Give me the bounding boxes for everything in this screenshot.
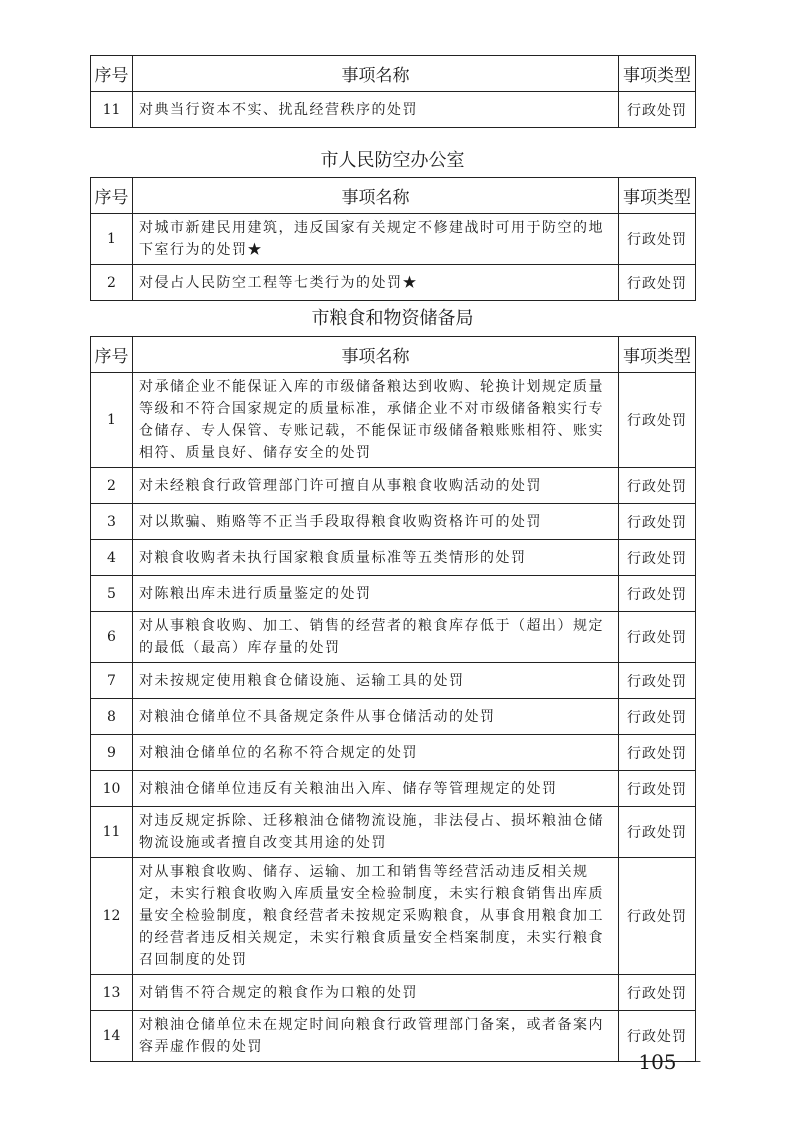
row-no: 11: [91, 92, 133, 128]
row-no: 1: [91, 373, 133, 468]
table-row: [91, 265, 696, 301]
row-type: 行政处罚: [619, 214, 696, 265]
row-name: 对销售不符合规定的粮食作为口粮的处罚: [133, 975, 619, 1011]
table-row: [91, 699, 696, 735]
row-name: 对粮食收购者未执行国家粮食质量标准等五类情形的处罚: [133, 540, 619, 576]
row-no: 13: [91, 975, 133, 1011]
table-grain-reserve: [90, 336, 695, 1062]
row-name: 对承储企业不能保证入库的市级储备粮达到收购、轮换计划规定质量等级和不符合国家规定的质量标准，承储企业不对市级储备粮实行专仓储存、专人保管、专账记载，不能保证市级储备粮账账相符、账实相符、质量良好、储存安全的处罚: [133, 373, 619, 468]
table-header-row: [91, 56, 696, 92]
row-no: 11: [91, 807, 133, 858]
row-type: 行政处罚: [619, 1011, 696, 1062]
row-type: 行政处罚: [619, 504, 696, 540]
row-type: 行政处罚: [619, 612, 696, 663]
row-name: 对粮油仓储单位未在规定时间向粮食行政管理部门备案，或者备案内容弄虚作假的处罚: [133, 1011, 619, 1062]
table-row: [91, 540, 696, 576]
table-row: [91, 468, 696, 504]
row-no: 2: [91, 468, 133, 504]
page-number: － 105 －: [612, 1050, 703, 1074]
header-type: 事项类型: [619, 337, 696, 373]
row-name: 对未按规定使用粮食仓储设施、运输工具的处罚: [133, 663, 619, 699]
table-row: [91, 373, 696, 468]
row-type: 行政处罚: [619, 540, 696, 576]
row-name: 对未经粮食行政管理部门许可擅自从事粮食收购活动的处罚: [133, 468, 619, 504]
row-type: 行政处罚: [619, 663, 696, 699]
row-type: 行政处罚: [619, 92, 696, 128]
row-name: 对从事粮食收购、储存、运输、加工和销售等经营活动违反相关规定，未实行粮食收购入库质量安全检验制度，未实行粮食销售出库质量安全检验制度，粮食经营者未按规定采购粮食，从事食用粮食加工的经营者违反相关规定，未实行粮食质量安全档案制度，未实行粮食召回制度的处罚: [133, 858, 619, 975]
row-type: 行政处罚: [619, 735, 696, 771]
header-no: 序号: [91, 178, 133, 214]
row-no: 7: [91, 663, 133, 699]
row-no: 8: [91, 699, 133, 735]
header-no: 序号: [91, 337, 133, 373]
table-civil-air-defense: [90, 177, 695, 301]
items-table-3: [90, 336, 696, 1062]
header-name: 事项名称: [133, 178, 619, 214]
table-row: [91, 92, 696, 128]
row-no: 3: [91, 504, 133, 540]
row-no: 9: [91, 735, 133, 771]
row-type: 行政处罚: [619, 858, 696, 975]
header-type: 事项类型: [619, 178, 696, 214]
table-row: [91, 504, 696, 540]
table-row: [91, 214, 696, 265]
table-row: [91, 576, 696, 612]
items-table-2: [90, 177, 696, 301]
row-no: 6: [91, 612, 133, 663]
items-table-1: [90, 55, 696, 128]
table-row: [91, 612, 696, 663]
table-row: [91, 975, 696, 1011]
row-no: 1: [91, 214, 133, 265]
row-name: 对典当行资本不实、扰乱经营秩序的处罚: [133, 92, 619, 128]
header-type: 事项类型: [619, 56, 696, 92]
table-row: [91, 807, 696, 858]
row-name: 对侵占人民防空工程等七类行为的处罚★: [133, 265, 619, 301]
header-no: 序号: [91, 56, 133, 92]
section-title-grain-reserve: 市粮食和物资储备局: [311, 308, 474, 329]
row-name: 对粮油仓储单位违反有关粮油出入库、储存等管理规定的处罚: [133, 771, 619, 807]
row-name: 对粮油仓储单位的名称不符合规定的处罚: [133, 735, 619, 771]
row-name: 对城市新建民用建筑，违反国家有关规定不修建战时可用于防空的地下室行为的处罚★: [133, 214, 619, 265]
row-no: 4: [91, 540, 133, 576]
row-no: 14: [91, 1011, 133, 1062]
row-no: 10: [91, 771, 133, 807]
row-no: 12: [91, 858, 133, 975]
row-name: 对从事粮食收购、加工、销售的经营者的粮食库存低于（超出）规定的最低（最高）库存量的处罚: [133, 612, 619, 663]
table-row: [91, 1011, 696, 1062]
row-type: 行政处罚: [619, 468, 696, 504]
row-no: 5: [91, 576, 133, 612]
row-type: 行政处罚: [619, 699, 696, 735]
table-row: [91, 663, 696, 699]
header-name: 事项名称: [133, 56, 619, 92]
table-header-row: [91, 178, 696, 214]
row-no: 2: [91, 265, 133, 301]
table-row: [91, 771, 696, 807]
row-name: 对粮油仓储单位不具备规定条件从事仓储活动的处罚: [133, 699, 619, 735]
row-name: 对以欺骗、贿赂等不正当手段取得粮食收购资格许可的处罚: [133, 504, 619, 540]
row-name: 对陈粮出库未进行质量鉴定的处罚: [133, 576, 619, 612]
header-name: 事项名称: [133, 337, 619, 373]
row-type: 行政处罚: [619, 771, 696, 807]
table-header-row: [91, 337, 696, 373]
section-title-civil-air-defense: 市人民防空办公室: [320, 150, 465, 171]
row-type: 行政处罚: [619, 807, 696, 858]
row-type: 行政处罚: [619, 576, 696, 612]
table-row: [91, 735, 696, 771]
row-name: 对违反规定拆除、迁移粮油仓储物流设施，非法侵占、损坏粮油仓储物流设施或者擅自改变其用途的处罚: [133, 807, 619, 858]
row-type: 行政处罚: [619, 975, 696, 1011]
table-row: [91, 858, 696, 975]
row-type: 行政处罚: [619, 373, 696, 468]
table-continuation: [90, 55, 695, 128]
row-type: 行政处罚: [619, 265, 696, 301]
